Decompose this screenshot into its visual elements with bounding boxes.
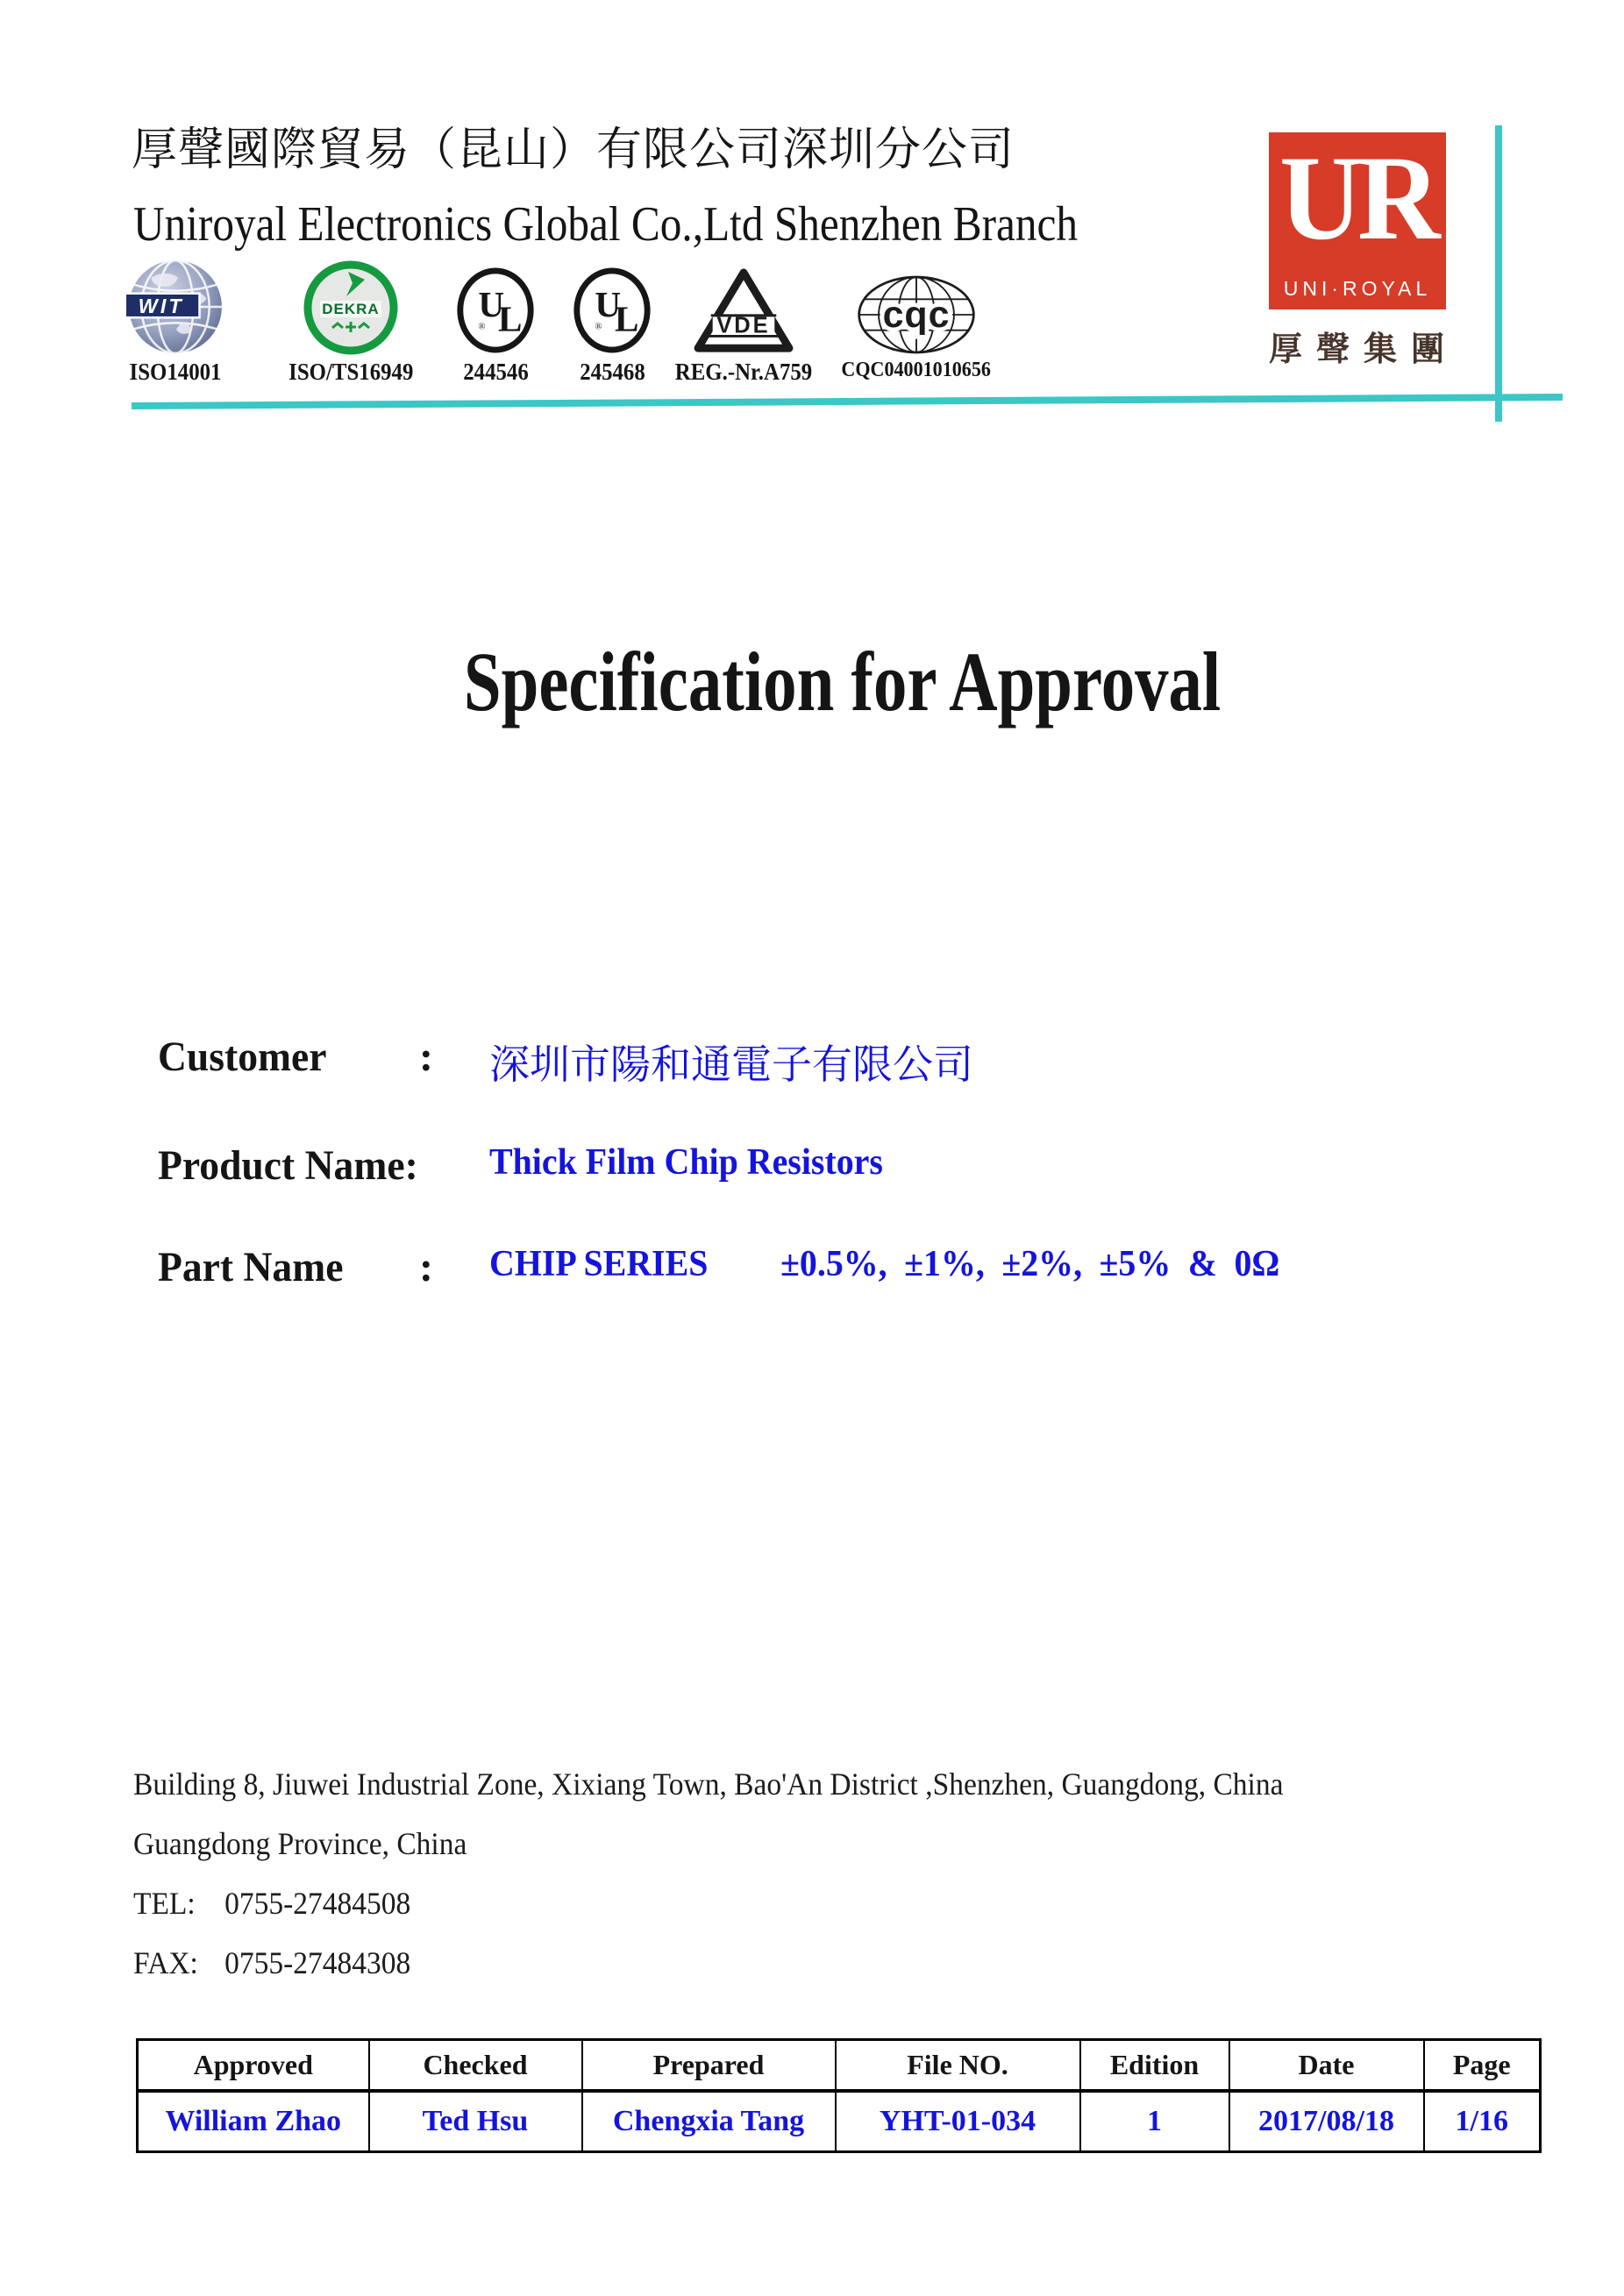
customer-colon: : bbox=[419, 1034, 433, 1080]
ur-monogram: UR bbox=[1279, 131, 1435, 265]
approval-table bbox=[136, 2038, 1542, 2153]
uniroyal-logo bbox=[1269, 127, 1459, 370]
registered-mark: ® bbox=[478, 321, 486, 332]
product-name-row bbox=[158, 1141, 883, 1194]
cqc-icon bbox=[855, 251, 978, 356]
vde-icon bbox=[692, 251, 795, 356]
ur-brand-text: UNI·ROYAL bbox=[1283, 277, 1432, 300]
product-name-value: Thick Film Chip Resistors bbox=[489, 1142, 883, 1183]
col-header-approved: Approved bbox=[138, 2040, 369, 2091]
address-line-2: Guangdong Province, China bbox=[133, 1826, 467, 1861]
col-header-page: Page bbox=[1424, 2040, 1541, 2091]
address-line-1: Building 8, Jiuwei Industrial Zone, Xixiang Town, Bao'An District ,Shenzhen, Guangdong, China bbox=[133, 1766, 1284, 1802]
col-header-date: Date bbox=[1229, 2040, 1424, 2091]
approval-table-header-row bbox=[138, 2040, 1541, 2091]
approved-by-value: William Zhao bbox=[138, 2091, 369, 2152]
product-name-label: Product Name: bbox=[158, 1142, 418, 1189]
ul-icon-letter-l: L bbox=[614, 298, 639, 339]
fax-value: 0755-27484308 bbox=[224, 1945, 411, 1980]
part-name-row bbox=[158, 1243, 1280, 1296]
col-header-checked: Checked bbox=[369, 2040, 582, 2091]
ul-icon-letter-u: U bbox=[595, 283, 622, 324]
ul-icon bbox=[569, 251, 655, 356]
cert-label: ISO/TS16949 bbox=[288, 359, 414, 385]
cert-label: CQC04001010656 bbox=[841, 359, 992, 381]
certification-cqc bbox=[833, 251, 1000, 382]
ul-icon-letter-u: U bbox=[478, 283, 505, 324]
ur-logo-box bbox=[1269, 132, 1446, 309]
customer-value: 深圳市陽和通電子有限公司 bbox=[489, 1042, 973, 1087]
certification-iso14001 bbox=[92, 251, 259, 386]
col-header-file-no: File NO. bbox=[836, 2040, 1080, 2091]
tel-value: 0755-27484508 bbox=[224, 1886, 411, 1921]
vde-icon-text: VDE bbox=[716, 313, 771, 338]
fax-label: FAX: bbox=[133, 1945, 198, 1980]
company-name-chinese: 厚聲國際貿易（昆山）有限公司深圳分公司 bbox=[132, 125, 1015, 175]
fax-line bbox=[133, 1944, 1370, 2004]
cert-label: ISO14001 bbox=[129, 359, 222, 385]
dekra-icon bbox=[303, 251, 399, 356]
cert-label: 244546 bbox=[462, 359, 529, 385]
contact-block bbox=[133, 1766, 1370, 2004]
part-name-label: Part Name bbox=[158, 1244, 344, 1290]
col-header-prepared: Prepared bbox=[582, 2040, 836, 2091]
certification-ul-245468 bbox=[559, 251, 665, 386]
tel-line bbox=[133, 1885, 1370, 1944]
company-name-english: Uniroyal Electronics Global Co.,Ltd Shenzhen Branch bbox=[133, 197, 1079, 252]
cert-label: 245468 bbox=[579, 359, 645, 385]
part-name-tolerance: ±0.5%, ±1%, ±2%, ±5% & 0Ω bbox=[780, 1244, 1280, 1284]
wit-globe-icon bbox=[126, 251, 224, 356]
date-value: 2017/08/18 bbox=[1229, 2091, 1424, 2152]
certification-iso-ts16949 bbox=[267, 251, 434, 386]
prepared-by-value: Chengxia Tang bbox=[582, 2091, 836, 2152]
cqc-icon-text: cqc bbox=[882, 294, 951, 336]
part-name-colon: : bbox=[419, 1244, 433, 1290]
wit-icon-text: WIT bbox=[138, 295, 184, 318]
ul-icon-letter-l: L bbox=[497, 298, 523, 339]
edition-value: 1 bbox=[1080, 2091, 1229, 2152]
certification-vde bbox=[673, 251, 814, 386]
customer-label: Customer bbox=[158, 1034, 327, 1080]
cert-label: REG.-Nr.A759 bbox=[674, 359, 813, 385]
part-name-series: CHIP SERIES bbox=[489, 1244, 709, 1284]
checked-by-value: Ted Hsu bbox=[369, 2091, 582, 2152]
file-no-value: YHT-01-034 bbox=[836, 2091, 1080, 2152]
page-value: 1/16 bbox=[1424, 2091, 1541, 2152]
vertical-accent-rule bbox=[1495, 125, 1502, 422]
ur-group-chinese: 厚聲集團 bbox=[1269, 331, 1459, 368]
ul-icon bbox=[452, 251, 538, 356]
dekra-icon-text: DEKRA bbox=[322, 301, 380, 317]
customer-row bbox=[158, 1033, 973, 1087]
approval-table-value-row bbox=[138, 2091, 1541, 2152]
certification-ul-244546 bbox=[443, 251, 548, 386]
page-title: Specification for Approval bbox=[464, 635, 1222, 729]
registered-mark: ® bbox=[595, 321, 602, 332]
tel-label: TEL: bbox=[133, 1886, 196, 1921]
col-header-edition: Edition bbox=[1080, 2040, 1229, 2091]
